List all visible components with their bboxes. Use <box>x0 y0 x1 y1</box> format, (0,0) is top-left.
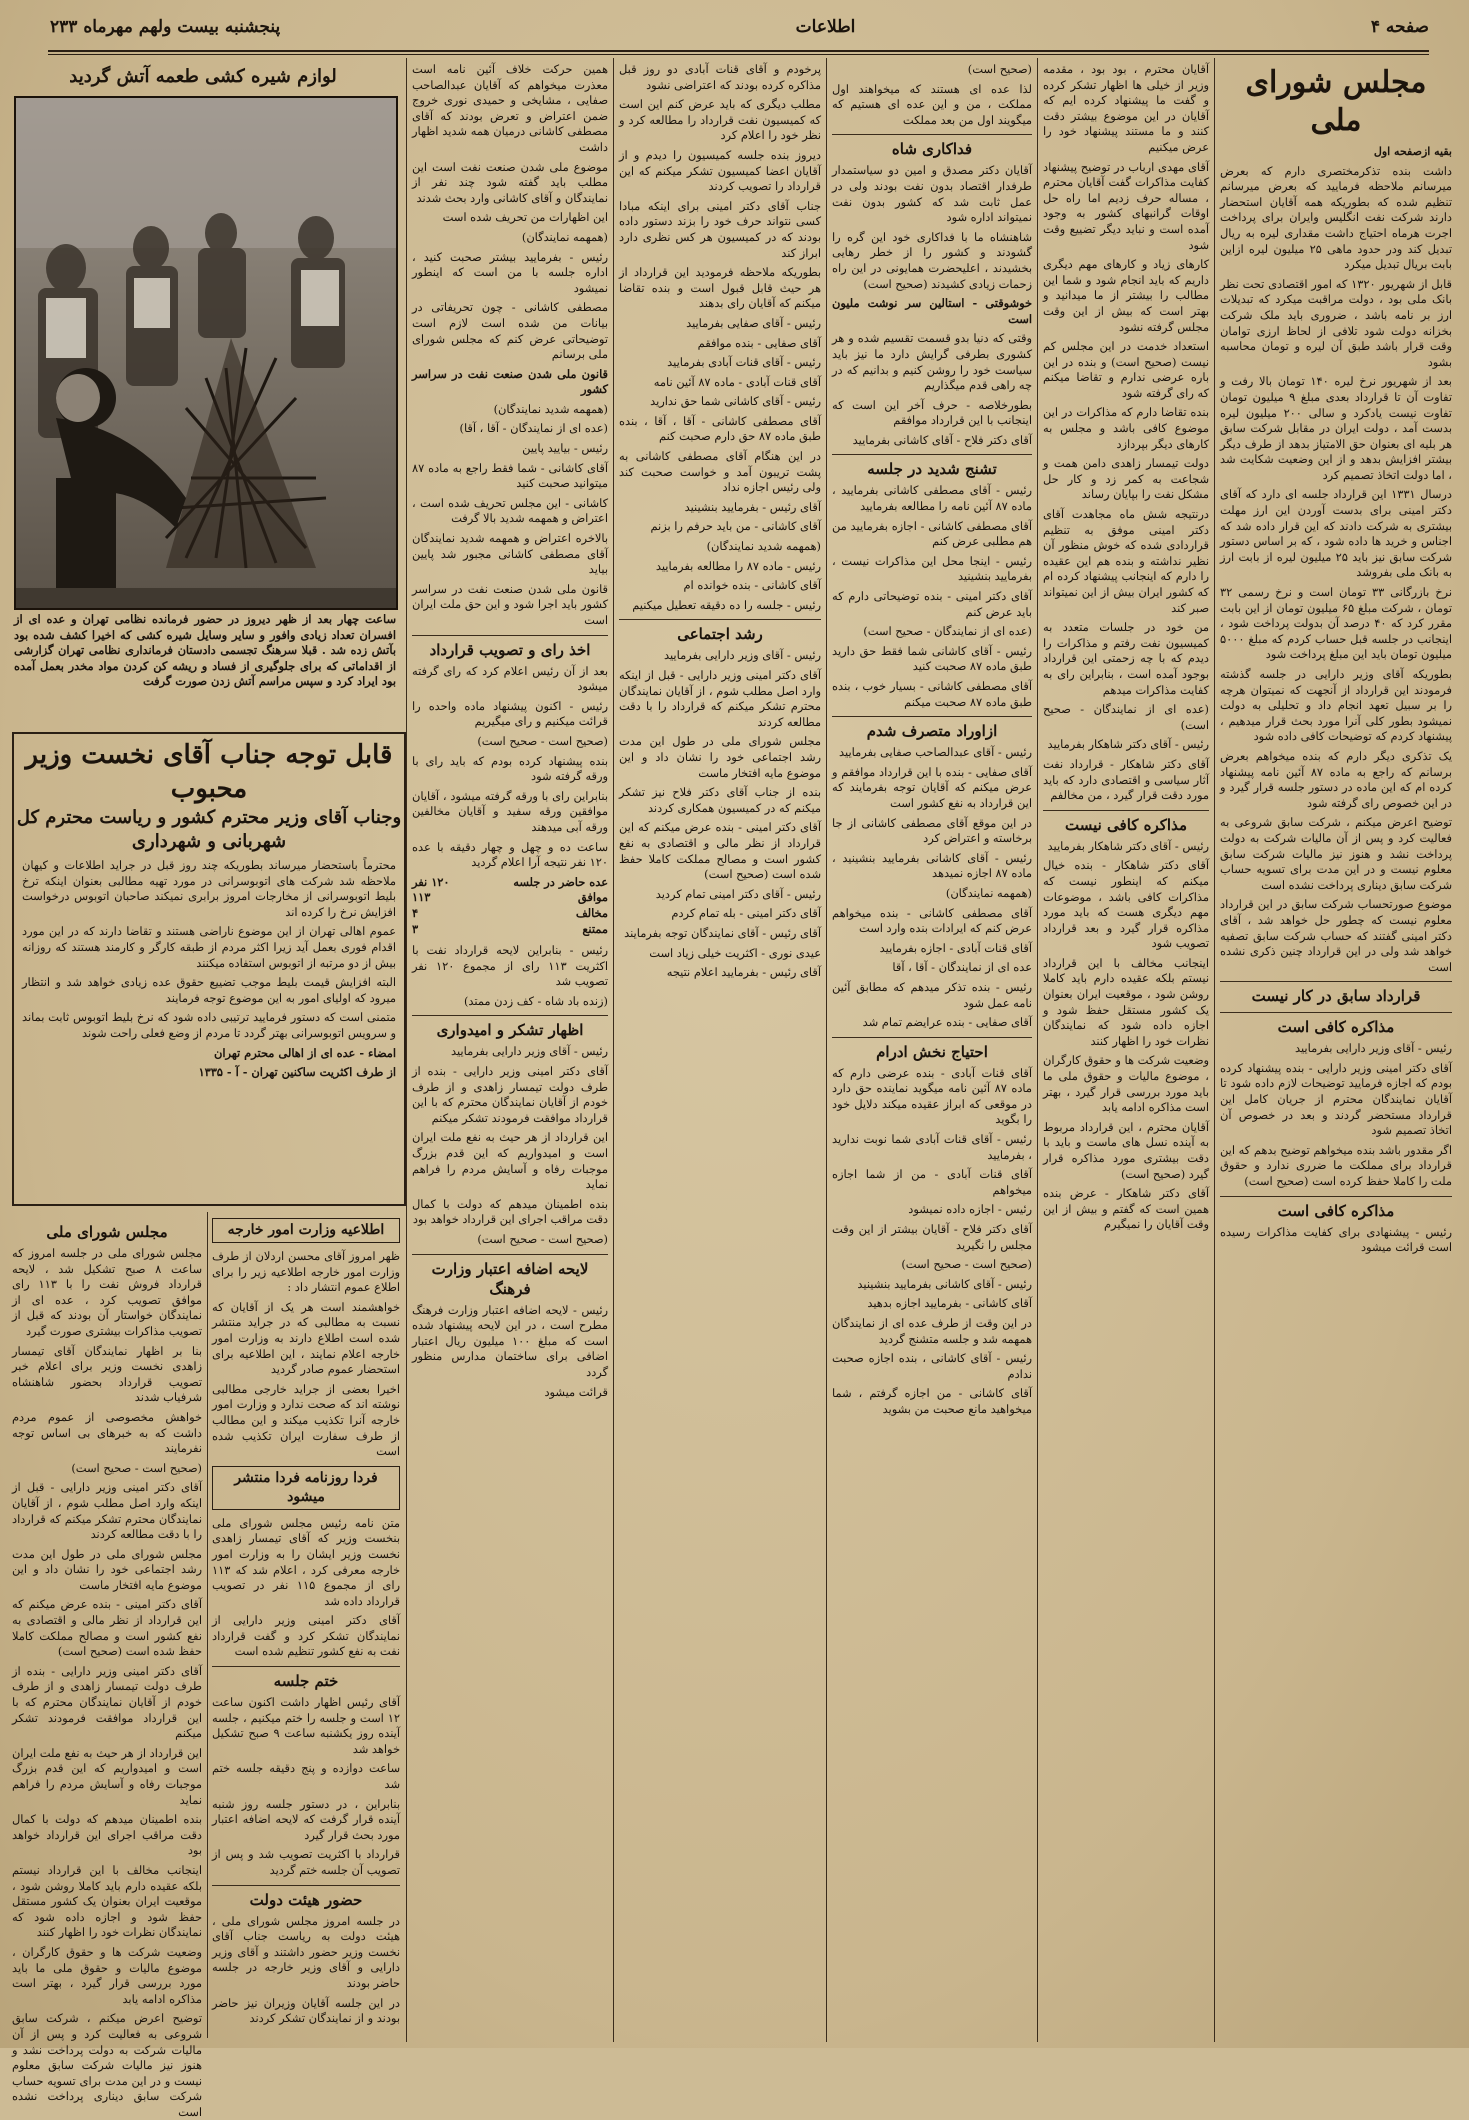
paragraph: کارهای زیاد و کارهای مهم دیگری داریم که باید انجام شود و شما این مطالب را بیشتر از ما میدانید و بهتر است که بیش از این وقت مجلس گرفته نشود <box>1043 257 1209 334</box>
paragraph: آقای دکتر امینی وزیر دارایی - بنده از طرف دولت تیمسار زاهدی و از طرف خودم از آقایان نمایندگان محترم که با این قرارداد موافقت فرمودند تشکر میکنم <box>412 1064 608 1125</box>
paragraph: آقای مصطفی کاشانی - بنده میخواهم عرض کنم که ایرادات بنده وارد است <box>832 905 1032 936</box>
paragraph: آقای مصطفی کاشانی - بسیار خوب ، بنده طبق ماده ۸۷ صحبت میکنم <box>832 679 1032 709</box>
article-column-2 <box>1043 62 1209 2038</box>
paragraph: داشت بنده تذکرمختصری دارم که بعرض میرسانم ملاحظه فرمایید که بعرض میرسانم تنظیم شده که بطوریکه همه آقایان استحضار دارند شرکت نفت انگلیس وایران برای پرداخت اجرت هرماه احتیاج داشت مقداری لیره به ریال تبدیل کند ودر حدود ماهی ۲۵ میلیون لیره ازاین بابت بریال تبدیل میکرد <box>1220 163 1452 272</box>
paragraph: (صحیح است - صحیح است) <box>901 1257 1032 1272</box>
paragraph: (صحیح است - صحیح است) <box>71 1460 202 1475</box>
paragraph: (عده ای از نمایندگان - صحیح است) <box>1043 702 1209 732</box>
paragraph: بالاخره اعتراض و همهمه شدید نمایندگان آقای مصطفی کاشانی مجبور شد پایین بیاید <box>412 531 608 577</box>
paragraph: وضعیت شرکت ها و حقوق کارگران ، موضوع مالیات و حقوق ملی ما باید مورد بررسی قرار گیرد ، بهتر است مذاکره ادامه یابد <box>1043 1053 1209 1115</box>
paragraph: (همهمه نمایندگان) <box>945 885 1032 900</box>
paragraph: آقای دکتر امینی وزیر دارایی - بنده پیشنهاد کرده بودم که اجازه فرمایید توضیحات لازم داده شود تا آقایان نمایندگان محترم از جریان کامل این قرارداد مستحضر گردند و بعد در خصوص آن اتخاذ تصمیم شود <box>1220 1060 1452 1138</box>
paragraph: آقایان محترم ، این قرارداد مربوط به آینده نسل های ماست و باید با دقت بیشتری مورد مذاکره قرار گیرد (صحیح است) <box>1043 1119 1209 1181</box>
paragraph: (صحیح است - صحیح است) <box>477 733 608 748</box>
paragraph: ساعت ده و چهل و چهار دقیقه با عده ۱۲۰ نفر نتیجه آرا اعلام گردید <box>412 839 608 870</box>
public-notice-box <box>12 732 406 1206</box>
paragraph: عموم اهالی تهران از این موضوع ناراضی هستند و تقاضا دارند که در این مورد اقدام فوری بعمل آید زیرا اکثر مردم از طبقه کارگر و کارمند هستند که روزانه بیش از دو مرتبه از اتوبوس استفاده میکنند <box>22 924 396 970</box>
section-heading: حضور هیئت دولت <box>212 1885 400 1910</box>
paragraph: مجلس شورای ملی در جلسه امروز که ساعت ۸ صبح تشکیل شد ، لایحه قرارداد فروش نفت را با ۱۱۳ رای موافق تصویب کرد ، عده ای از نمایندگان خواستار آن بودند که قبل از تصویب مذاکرات بیشتری صورت گیرد <box>12 1246 202 1338</box>
paragraph: رئیس - آقای کاشانی ، بنده اجازه صحبت ندادم <box>832 1351 1032 1381</box>
notice-signature: از طرف اکثریت ساکنین تهران - آ - ۱۳۳۵ <box>198 1065 396 1080</box>
paragraph: من خود در جلسات متعدد به کمیسیون نفت رفتم و مذاکرات را دیدم که با چه زحمتی این قرارداد بوجود آمده است ، بنابراین رای به کفایت مذاکرات میدهم <box>1043 620 1209 697</box>
article-headline: مجلس شورای ملی <box>1245 65 1427 138</box>
header-rule <box>48 50 1429 55</box>
paragraph: آقای قنات آبادی - ماده ۸۷ آئین نامه <box>653 374 821 389</box>
paragraph: اگر مقدور باشد بنده میخواهم توضیح بدهم که این قرارداد برای مملکت ما ضرری ندارد و حقوق ملت را کاملا حفظ کرده است (صحیح است) <box>1220 1142 1452 1189</box>
paragraph: آقایان محترم ، بود بود ، مقدمه وزیر از خیلی ها اظهار تشکر کرده و گفت ما پیشنهاد کرده ایم که آقایان در این موضوع بیشتر دقت کنند و ما مستند پیشنهاد خود را عرض میکنیم <box>1043 62 1209 154</box>
vote-value: ۳ <box>412 921 419 936</box>
vote-value: ۱۲۰ نفر <box>412 874 450 889</box>
notice-title: قابل توجه جناب آقای نخست وزیر محبوب <box>25 740 393 804</box>
vote-value: ۴ <box>412 905 419 920</box>
section-heading: احتیاج نخش ادرام <box>832 1037 1032 1062</box>
paragraph: آقای دکتر امینی - بنده توضیحاتی دارم که باید عرض کنم <box>832 589 1032 619</box>
vote-table <box>412 875 608 937</box>
column-rule <box>406 58 407 2042</box>
paragraph: آقای کاشانی - من اجازه گرفتم ، شما میخواهید مانع صحبت من بشوید <box>832 1386 1032 1416</box>
paragraph: (عده ای از نمایندگان - آقا ، آقا) <box>459 421 608 436</box>
paragraph: نرخ بازرگانی ۳۳ تومان است و نرخ رسمی ۳۲ تومان ، شرکت مبلغ ۶۵ میلیون تومان از این بابت مقرر کرد که ۴۰ درصد آن بدولت پرداخت شود ، اینجانب در جلسه قبل حساب کردم که مبلغ ۵۰۰۰ میلیون تومان باید این مبلغ پرداخت شود <box>1220 585 1453 662</box>
page-number: صفحه ۴ <box>1370 17 1429 37</box>
section-heading: ختم جلسه <box>212 1666 400 1691</box>
section-heading: مجلس شورای ملی <box>46 1223 168 1241</box>
paragraph: آقای رئیس - بفرمایید اعلام نتیجه <box>666 965 821 980</box>
paragraph: آقای دکتر فلاح - آقایان بیشتر از این وقت مجلس را نگیرید <box>832 1222 1032 1252</box>
section-heading: فداکاری شاه <box>832 134 1032 159</box>
paragraph: ساعت دوازده و پنج دقیقه جلسه ختم شد <box>212 1761 400 1792</box>
photo-headline: لوازم شیره کشی طعمه آتش گردید <box>69 66 337 87</box>
paragraph: (همهمه نمایندگان) <box>521 229 608 244</box>
paragraph: در جلسه امروز مجلس شورای ملی ، هیئت دولت به ریاست جناب آقای نخست وزیر حضور داشتند و آقای وزیر دارایی و آقای وزیر خارجه در جلسه حاضر بودند <box>212 1913 400 1990</box>
section-heading: قرارداد سابق در کار نیست <box>1220 981 1452 1006</box>
paragraph: رئیس - جلسه را ده دقیقه تعطیل میکنیم <box>632 597 821 612</box>
paragraph: آقای کاشانی - من باید حرفم را بزنم <box>650 519 821 534</box>
paragraph: آقای کاشانی - بفرمایید اجازه بدهید <box>867 1296 1032 1311</box>
paragraph: آقای دکتر فلاح - آقای کاشانی بفرمایید <box>852 432 1032 447</box>
paragraph: رئیس - بنده تذکر میدهم که مطابق آئین نامه عمل شود <box>832 979 1032 1010</box>
paragraph: خواهش مخصوصی از عموم مردم داشت که به خبرهای بی اساس توجه نفرمایند <box>12 1409 202 1456</box>
vote-label: ممتنع <box>582 921 608 936</box>
paragraph: در این جلسه آقایان وزیران نیز حاضر بودند و از نمایندگان تشکر کردند <box>212 1995 400 2026</box>
paragraph: اخیرا بعضی از جراید خارجی مطالبی نوشته اند که صحت ندارد و وزارت امور خارجه آنرا تکذیب میکند و این مطالب از طرف سفارت ایران تکذیب شده است <box>212 1381 400 1459</box>
paragraph: آقای صفایی - بنده موافقم <box>697 335 821 350</box>
paper-name: اطلاعات <box>795 17 856 37</box>
paragraph: توضیح اعرض میکنم ، شرکت سابق شروعی به فعالیت کرد و پس از آن مالیات شرکت به دولت پرداخت نشد و هنوز نیز مالیات شرکت سابق معلوم نیست و در این مدت برای تسویه حساب شرکت سابق دیناری پرداخت نشده است <box>12 2011 202 2119</box>
paragraph: آقای دکتر امینی - بله تمام کردم <box>671 906 821 921</box>
paragraph: آقایان دکتر مصدق و امین دو سیاستمدار طرفدار اقتصاد بدون نفت بودند ولی در عمل ثابت شد که کشور بدون نفت نمیتواند اداره شود <box>832 163 1032 225</box>
paragraph: بطوریکه آقای وزیر دارایی در جلسه گذشته فرمودند این قرارداد از آنجهت که نمیتوان هرچه را بر سبیل تعهد انجام داد و تحلیلی به دولت نمیشود بطور کلی آنرا مورد بحث قرار میدهیم ، پیشنهاد کردم که توضیحات کافی داده شود <box>1220 667 1452 744</box>
column-rule <box>826 58 827 2042</box>
paragraph: بنابراین ، در دستور جلسه روز شنبه آینده قرار گرفت که لایحه اضافه اعتبار مورد بحث قرار گیرد <box>212 1796 400 1842</box>
paragraph: رئیس - لایحه اضافه اعتبار وزارت فرهنگ مطرح است ، در این لایحه پیشنهاد شده است که مبلغ ۱۰۰ میلیون ریال اعتبار اضافی برای ساختمان مدارس منظور گردد <box>412 1302 608 1379</box>
notice-signature: امضاء - عده ای از اهالی محترم تهران <box>213 1045 396 1060</box>
section-heading: مذاکره کافی است <box>1220 1012 1452 1037</box>
paragraph: (زنده باد شاه - کف زدن ممتد) <box>463 993 608 1008</box>
paragraph: رئیس - آقای کاشانی شما فقط حق دارید طبق ماده ۸۷ صحبت کنید <box>832 643 1032 674</box>
paragraph: شاهنشاه ما با فداکاری خود این گره را گشودند و کشور را از خطر رهایی بخشیدند ، اعلیحضرت همایونی در این راه زحمات زیادی کشیدند (صحیح است) <box>832 229 1032 291</box>
section-heading: مذاکره کافی است <box>1220 1196 1452 1221</box>
paragraph: خواهشمند است هر یک از آقایان که نسبت به مطالبی که در جراید منتشر شده است اطلاع دارند به وزارت امور خارجه اعلام نمایند ، این اطلاعیه برای استحضار عموم صادر گردید <box>212 1299 400 1377</box>
paragraph: (عده ای از نمایندگان - صحیح است) <box>863 624 1032 639</box>
paragraph: بعد از شهریور نرخ لیره ۱۴۰ تومان بالا رفت و تفاوت آن تا قرارداد بعدی مبلغ ۹ میلیون تومان تفاوت نیست یادکرد و سالی ۲۰۰ میلیون لیره بدست آمد ، دولت ایران در مقابل شرکت سابق هر بلیه ای بعنوان حق الامتیاز بدهد از طرف دیگر بیشتر افزایش بدهد و از این وضعیت شکایت شد ، اما دولت اتخاذ تصمیم کرد <box>1220 374 1452 482</box>
paragraph: مصطفی کاشانی - چون تحریفاتی در بیانات من شده است لازم است توضیحاتی عرض کنم که مجلس شورای ملی برسانم <box>412 300 608 362</box>
paragraph: عیدی نوری - اکثریت خیلی زیاد است <box>649 945 821 960</box>
paragraph: بنده از جناب آقای دکتر فلاح نیز تشکر میکنم که در کمیسیون همکاری کردند <box>619 785 821 815</box>
paragraph: اینجانب مخالف با این قرارداد نیستم بلکه عقیده دارم باید کاملا روشن شود ، موقعیت ایران بعنوان یک کشور مستقل حفظ شود و اجازه داده شود که نمایندگان نظرات خود را اظهار کنند <box>12 1862 202 1940</box>
paragraph: بنا بر اظهار نمایندگان آقای تیمسار زاهدی نخست وزیر برای اعلام خبر تصویب قرارداد بحضور شاهنشاه شرفیاب شدند <box>12 1343 202 1405</box>
paragraph: رئیس - بیایید پایین <box>522 441 608 456</box>
news-photo <box>14 96 398 610</box>
paragraph: قرائت میشود <box>544 1384 608 1399</box>
vote-label: موافق <box>577 890 608 905</box>
paragraph: این قرارداد از هر حیث به نفع ملت ایران است و امیدواریم که این قدم بزرگ موجبات رفاه و آسایش مردم را فراهم نماید <box>12 1745 202 1807</box>
paragraph: رئیس - آقای مصطفی کاشانی بفرمایید ، ماده ۸۷ آئین نامه را مطالعه بفرمایید <box>832 483 1032 514</box>
paragraph: رئیس - بفرمایید بیشتر صحبت کنید ، اداره جلسه با من است که اینطور نمیشود <box>412 249 608 295</box>
paragraph: مجلس شورای ملی در طول این مدت رشد اجتماعی خود را نشان داد و این موضوع مایه افتخار ماست <box>619 734 821 780</box>
paragraph: رئیس - بنابراین لایحه قرارداد نفت با اکثریت ۱۱۳ رای از مجموع ۱۲۰ نفر تصویب شد <box>412 943 608 989</box>
paragraph: رئیس - آقای قنات آبادی بفرمایید <box>667 355 821 370</box>
section-heading: رشد اجتماعی <box>619 619 821 644</box>
paragraph: آقای رئیس - بفرمایید بنشینید <box>684 499 821 514</box>
paragraph: رئیس - اینجا محل این مذاکرات نیست ، بفرمایید بنشینید <box>832 553 1032 584</box>
paragraph: آقای دکتر امینی وزیر دارایی - بنده از طرف دولت تیمسار زاهدی و از طرف خودم از آقایان نمایندگان محترم که با این قرارداد موافقت فرمودند تشکر میکنم <box>12 1663 202 1741</box>
paragraph: رئیس - آقای قنات آبادی شما نوبت ندارید ، بفرمایید <box>832 1132 1032 1162</box>
paragraph: متمنی است که دستور فرمایید ترتیبی داده شود که نرخ بلیط اتوبوس ثابت بماند و سرویس اتوبوسرانی بهتر گردد تا مردم از وضع فعلی راحت شوند <box>22 1010 396 1040</box>
paragraph: آقای دکتر امینی وزیر دارایی از نمایندگان تشکر کرد و گفت قرارداد نفت به نفع کشور تنظیم شده است <box>212 1613 400 1659</box>
paragraph: (صحیح است - صحیح است) <box>477 1232 608 1246</box>
paragraph: یک تذکری دیگر دارم که بنده میخواهم بعرض برسانم که راجع به ماده ۸۷ آئین نامه پیشنهاد کرده ام که این ماده در دستور جلسه قرار گیرد و در این خصوص رای گرفته شود <box>1220 748 1452 810</box>
paragraph: بنده پیشنهاد کرده بودم که باید رای با ورقه گرفته شود <box>412 753 608 784</box>
paragraph: مجلس شورای ملی در طول این مدت رشد اجتماعی خود را نشان داد و این موضوع مایه افتخار ماست <box>12 1546 202 1592</box>
paragraph: رئیس - اکنون پیشنهاد ماده واحده را قرائت میکنیم و رای میگیریم <box>412 698 608 729</box>
paragraph: رئیس - آقای کاشانی بفرمایید بنشینید <box>857 1276 1032 1291</box>
bottom-column-left <box>12 1212 202 2119</box>
paragraph: دولت تیمسار زاهدی دامن همت و شجاعت به کمر زد و کار حل مشکل نفت را بپایان رساند <box>1043 456 1209 502</box>
paragraph: (همهمه شدید نمایندگان) <box>706 539 821 554</box>
paragraph: استعداد خدمت در این مجلس کم نیست (صحیح است) و بنده در این باره عرضی ندارم و تقاضا میکنم که رای گرفته شود <box>1043 339 1209 400</box>
page-header <box>50 8 1429 46</box>
paragraph: آقای دکتر شاهکار - قرارداد نفت آثار سیاسی و اقتصادی دارد که باید مورد دقت قرار گیرد ، من مخالفم <box>1043 756 1209 803</box>
section-heading: اظهار تشکر و امیدواری <box>412 1015 608 1040</box>
paragraph: آقای قنات آبادی - بنده عرضی دارم که ماده ۸۷ آئین نامه میگوید نماینده حق دارد در موقعی که ابراز عقیده میکند دلایل خود را بگوید <box>832 1065 1033 1127</box>
vote-row <box>412 890 608 906</box>
paragraph: این قرارداد از هر حیث به نفع ملت ایران است و امیدواریم که این قدم بزرگ موجبات رفاه و آسایش مردم را فراهم نماید <box>412 1130 608 1192</box>
notice-subtitle: وجناب آقای وزیر محترم کشور و ریاست محترم کل شهربانی و شهرداری <box>16 807 402 852</box>
paragraph: بطوریکه ملاحظه فرمودید این قرارداد از هر حیث قابل قبول است و بنده تقاضا میکنم که آقایان رای بدهند <box>619 265 821 311</box>
paragraph: آقای دکتر شاهکار - عرض بنده همین است که گفتم و بیش از این وقت آقایان را نمیگیرم <box>1043 1186 1209 1232</box>
paragraph: قانون ملی شدن صنعت نفت در سراسر کشور <box>412 366 608 397</box>
column-rule <box>207 1212 208 2038</box>
paragraph: خوشوقتی - استالین سر نوشت ملیون است <box>832 296 1032 326</box>
paragraph: رئیس - آقای کاشانی شما حق ندارید <box>650 394 821 409</box>
paragraph: آقای دکتر امینی - بنده عرض میکنم که این قرارداد از نظر مالی و اقتصادی به نفع کشور است و مصالح مملکت کاملا حفظ شده است (صحیح است) <box>619 820 821 882</box>
paragraph: (همهمه شدید نمایندگان) <box>493 401 608 416</box>
paragraph: رئیس - آقای وزیر دارایی بفرمایید <box>451 1044 608 1059</box>
bonfire-photo-illustration <box>16 98 396 608</box>
paragraph: آقای صفایی - بنده عرایضم تمام شد <box>862 1015 1032 1030</box>
photo-caption: ساعت چهار بعد از ظهر دیروز در حضور فرمانده نظامی تهران و عده ای از افسران تعداد زیادی وافور و سایر وسایل شیره کشی که اخیرا کشف شده بود بآتش زده شد . قبلا سرهنگ تجسمی دادستان فرمانداری نظامی تهران گزارشی از اقداماتی که برای جلوگیری از فساد و ریشه کن کردن مواد مخدر بعمل آمده بود ایراد کرد و سپس مراسم آتش زدن صورت گرفت <box>14 612 396 689</box>
paragraph: آقای مصطفی کاشانی - اجازه بفرمایید من هم مطلبی عرض کنم <box>832 518 1032 549</box>
paragraph: موضوع صورتحساب شرکت سابق در این قرارداد معلوم نیست که چطور حل خواهد شد ، آقای دکتر امینی گفتند که حساب شرکت سابق تصفیه خواهد شد ولی در این قرارداد چنین ذکری نشده است <box>1220 897 1452 974</box>
paragraph: بعد از آن رئیس اعلام کرد که رای گرفته میشود <box>412 663 608 694</box>
paragraph: رئیس - آقای عبدالصاحب صفایی بفرمایید <box>839 745 1032 760</box>
column-rule <box>613 58 614 2042</box>
paragraph: رئیس - آقای وزیر دارایی بفرمایید <box>1295 1041 1452 1056</box>
paragraph: کاشانی - این مجلس تحریف شده است ، اعتراض و همهمه شدید بالا گرفت <box>412 495 608 526</box>
paragraph: رئیس - ماده ۸۷ را مطالعه بفرمایید <box>655 558 821 573</box>
paragraph: درنتیجه شش ماه مجاهدت آقای دکتر امینی موفق به تنظیم قراردادی شده که خوش منظور آن نظیر نداشته و بنده هم این عقیده را دارم که اینجانب پیشنهاد کرده ام که کشور ایران بیش از این نمیتواند صبر کند <box>1043 507 1209 615</box>
vote-row <box>412 922 608 938</box>
vote-row <box>412 875 608 891</box>
column-rule <box>1037 58 1038 2042</box>
paragraph: قرارداد با اکثریت تصویب شد و پس از تصویب آن جلسه ختم گردید <box>212 1847 400 1877</box>
paragraph: آقای دکتر امینی - بنده عرض میکنم که این قرارداد از نظر مالی و اقتصادی به نفع کشور است و مصالح مملکت کاملا حفظ شده است (صحیح است) <box>12 1597 202 1659</box>
paragraph: مطلب دیگری که باید عرض کنم این است که کمیسیون نفت قرارداد را مطالعه کرد و نظر خود را اعلام کرد <box>619 97 821 143</box>
column-rule <box>1214 58 1215 2042</box>
paragraph: همین حرکت خلاف آئین نامه است معذرت میخواهم که آقایان عبدالصاحب صفایی ، مشایخی و حمیدی نوری خروج ضمن اعتراض و تعرض بودند که آقای مصطفی کاشانی درمیان همه شدید اظهار داشت <box>412 62 608 154</box>
paragraph: رئیس - آقای کاشانی بفرمایید بنشینید ، ماده ۸۷ اجازه نمیدهد <box>832 850 1032 881</box>
paragraph: آقای دکتر شاهکار - بنده خیال میکنم که اینطور نیست که مذاکرات کافی باشد ، موضوعات مهم دیگری هست که باید مورد مذاکره قرار گیرد و بعد قرارداد تصویب شود <box>1043 858 1209 951</box>
paragraph: آقای رئیس اظهار داشت اکنون ساعت ۱۲ است و جلسه را ختم میکنیم ، جلسه آینده روز یکشنبه ساعت ۹ صبح تشکیل خواهد شد <box>212 1695 400 1756</box>
paragraph: در این هنگام آقای مصطفی کاشانی به پشت تریبون آمد و خواست صحبت کند ولی رئیس اجازه نداد <box>619 449 821 495</box>
paragraph: آقای دکتر امینی وزیر دارایی - قبل از اینکه وارد اصل مطلب شوم ، از آقایان نمایندگان محترم تشکر میکنم که قرارداد را با دقت مطالعه کردند <box>619 668 821 729</box>
section-heading: لایحه اضافه اعتبار وزارت فرهنگ <box>412 1254 608 1299</box>
paragraph: آقای قنات آبادی - اجازه بفرمایید <box>879 940 1032 955</box>
paragraph: آقای صفایی - بنده با این قرارداد موافقم و عرض میکنم که آقایان توجه بفرمایند که این قرارداد به نفع کشور است <box>832 764 1032 810</box>
section-heading: فردا روزنامه فردا منتشر میشود <box>212 1466 400 1510</box>
paragraph: درسال ۱۳۳۱ این قرارداد جلسه ای دارد که آقای دکتر امینی برای بدست آوردن این ارز مهلت بیشتری به شرکت دادند که این قرار داده شد که اجناس و خرید ها داده شود ، که بر اساس دستور شرکت سابق نیز باید ۲۵ میلیون لیره از بابت ارز به بانک ملی بفروشد <box>1220 487 1452 580</box>
paragraph: (صحیح است) <box>967 62 1032 76</box>
paragraph: آقای مهدی ارباب در توضیح پیشنهاد کفایت مذاکرات گفت آقایان محترم ، مساله حرف زدیم اما راه حل اوقات گرانبهای کشور به وجود آمده است و نباید دیگر تضییع وقت شود <box>1043 159 1209 252</box>
paragraph: بنابراین رای با ورقه گرفته میشود ، آقایان موافقین ورقه سفید و آقایان مخالفین ورقه آبی میدهند <box>412 788 608 834</box>
paragraph: این اظهارات من تحریف شده است <box>442 210 608 225</box>
section-heading: مذاکره کافی نیست <box>1043 810 1209 835</box>
paragraph: آقای کاشانی - بنده خوانده ام <box>683 578 821 593</box>
paragraph: متن نامه رئیس مجلس شورای ملی بنخست وزیر که آقای تیمسار زاهدی نخست وزیر ایشان را به وزارت امور خارجه معرفی کرد ، اعلام شد که ۱۱۳ رای از مجموع ۱۱۵ نفر در تصویب قرارداد داده شد <box>212 1515 400 1608</box>
paragraph: اینجانب مخالف با این قرارداد نیستم بلکه عقیده دارم باید کاملا روشن شود ، موقعیت ایران بعنوان یک کشور مستقل حفظ شود و اجازه داده شود که نمایندگان نظرات خود را اظهار کنند <box>1043 955 1209 1048</box>
paragraph: دیروز بنده جلسه کمیسیون را دیدم و از آقایان اعضا کمیسیون تشکر میکنم که این قرارداد را تصویب کردند <box>619 147 821 194</box>
paragraph: پرخودم و آقای قنات آبادی دو روز قبل مذاکره کرده بودند که اعتراضی نشود <box>619 62 821 92</box>
paragraph: ظهر امروز آقای محسن اردلان از طرف وزارت امور خارجه اطلاعیه زیر را برای اطلاع عموم انتشار داد : <box>212 1249 400 1295</box>
paragraph: در این موقع آقای مصطفی کاشانی از جا برخاسته و اعتراض کرد <box>832 815 1032 846</box>
article-column-3 <box>832 62 1032 2038</box>
paragraph: لذا عده ای هستند که میخواهند اول مملکت ، من و این عده ای هستیم که میگویند اول من بعد مملکت <box>832 81 1032 127</box>
paragraph: رئیس - آقای وزیر دارایی بفرمایید <box>664 648 821 663</box>
paragraph: در این وقت از طرف عده ای از نمایندگان همهمه شد و جلسه متشنج گردید <box>832 1316 1032 1346</box>
notice-body <box>14 854 404 1089</box>
paragraph: آقای دکتر امینی وزیر دارایی - قبل از اینکه وارد اصل مطلب شوم ، از آقایان نمایندگان محترم تشکر میکنم که قرارداد را با دقت مطالعه کردند <box>12 1480 202 1542</box>
paragraph: وضعیت شرکت ها و حقوق کارگران ، موضوع مالیات و حقوق ملی ما باید مورد بررسی قرار گیرد ، بهتر است مذاکره ادامه یابد <box>12 1944 202 2006</box>
date-line: پنجشنبه بیست ولهم مهرماه ۲۳۳ <box>50 17 281 37</box>
paragraph: آقای کاشانی - شما فقط راجع به ماده ۸۷ میتوانید صحبت کنید <box>412 460 608 491</box>
paragraph: وقتی که دنیا بدو قسمت تقسیم شده و هر کشوری بطرفی گرایش دارد ما نیز باید سیاست خود را روشن کنیم و بدانیم که در چه راهی قدم میگذاریم <box>832 331 1032 393</box>
paragraph: رئیس - پیشنهادی برای کفایت مذاکرات رسیده است قرائت میشود <box>1220 1224 1452 1255</box>
paragraph: رئیس - آقای صفایی بفرمایید <box>686 315 821 330</box>
bottom-column-right <box>212 1212 400 2038</box>
paragraph: بنده تقاضا دارم که مذاکرات در این موضوع کافی باشد و مجلس به کارهای دیگر بپردازد <box>1043 405 1209 451</box>
paragraph: بنده اطمینان میدهم که دولت با کمال دقت مراقب اجرای این قرارداد خواهد بود <box>12 1812 202 1858</box>
paragraph: آقای رئیس - آقای نمایندگان توجه بفرمایند <box>624 925 821 940</box>
article-column-4 <box>619 62 821 2038</box>
paragraph: رئیس - آقای دکتر شاهکار بفرمایید <box>1047 737 1209 752</box>
paragraph: رئیس - آقای دکتر شاهکار بفرمایید <box>1047 838 1209 853</box>
section-heading: ازاوراد متصرف شدم <box>832 716 1032 741</box>
section-heading: تشنج شدید در جلسه <box>832 454 1032 479</box>
vote-label: عده حاضر در جلسه <box>513 874 608 889</box>
paragraph: رئیس - اجازه داده نمیشود <box>908 1202 1032 1217</box>
paragraph: بطورخلاصه - حرف آخر این است که اینجانب با این قرارداد موافقم <box>832 397 1032 428</box>
paragraph: عده ای از نمایندگان - آقا ، آقا <box>892 960 1032 975</box>
paragraph: رئیس - آقای دکتر امینی تمام کردید <box>655 886 821 901</box>
vote-row <box>412 906 608 922</box>
section-heading: اخذ رای و تصویب قرارداد <box>412 635 608 660</box>
article-column-1 <box>1220 62 1452 2038</box>
paragraph: محترماً باستحضار میرساند بطوریکه چند روز قبل در جراید اطلاعات و کیهان ملاحظه شد شرکت های اتوبوسرانی در مورد تهیه مطالبی بعنوان اینکه ترخ بلیط اتوبوسرانی از مخارجات امروز برابری نمیکند صاحبان اتوبوس درخواست افزایش نرخ را کرده اند <box>22 858 396 919</box>
paragraph: البته افزایش قیمت بلیط موجب تضییع حقوق عده زیادی خواهد شد و انتظار میرود که اولیای امور به این موضوع توجه فرمایند <box>22 975 396 1005</box>
paragraph: توضیح اعرض میکنم ، شرکت سابق شروعی به فعالیت کرد و پس از آن مالیات شرکت به دولت پرداخت نشد و هنوز نیز مالیات شرکت سابق معلوم نیست و در این مدت برای تسویه حساب شرکت سابق دیناری پرداخت نشده است <box>1220 815 1452 892</box>
paragraph: بنده اطمینان میدهم که دولت با کمال دقت مراقب اجرای این قرارداد خواهد بود <box>412 1196 608 1227</box>
paragraph: قابل از شهریور ۱۳۲۰ که امور اقتصادی تحت نظر بانک ملی بود ، دولت مراقبت میکرد که تبدیلات ارز بر نامه باشد ، ضروری باید ملک شرکت بخزانه دولت شود تلافی از لحاظ ارزی توامان وقت قرار باشد طبق آن لیره و تومان محاسبه بشود <box>1220 276 1452 369</box>
bottom-left-section <box>12 1212 402 2119</box>
paragraph: آقای مصطفی کاشانی - آقا ، آقا ، بنده طبق ماده ۸۷ حق دارم صحبت کنم <box>619 413 821 444</box>
paragraph: جناب آقای دکتر امینی برای اینکه مبادا کسی نتواند حرف خود را بزند دستور داده بودند که در کمیسیون هر کس نظری دارد ابراز کند <box>619 198 821 260</box>
vote-label: مخالف <box>575 905 608 920</box>
section-heading: اطلاعیه وزارت امور خارجه <box>212 1218 400 1243</box>
paragraph: قانون ملی شدن صنعت نفت در سراسر کشور باید اجرا شود و این حق ملت ایران است <box>412 581 608 627</box>
article-subhead: بقیه ازصفحه اول <box>1373 145 1452 158</box>
article-column-5 <box>412 62 608 2038</box>
vote-value: ۱۱۳ <box>412 890 431 905</box>
paragraph: آقای قنات آبادی - من از شما اجازه میخواهم <box>832 1167 1032 1197</box>
paragraph: موضوع ملی شدن صنعت نفت است این مطلب باید گفته شود چند نفر از نمایندگان و آقای کاشانی وارد بحث شدند <box>412 159 608 205</box>
